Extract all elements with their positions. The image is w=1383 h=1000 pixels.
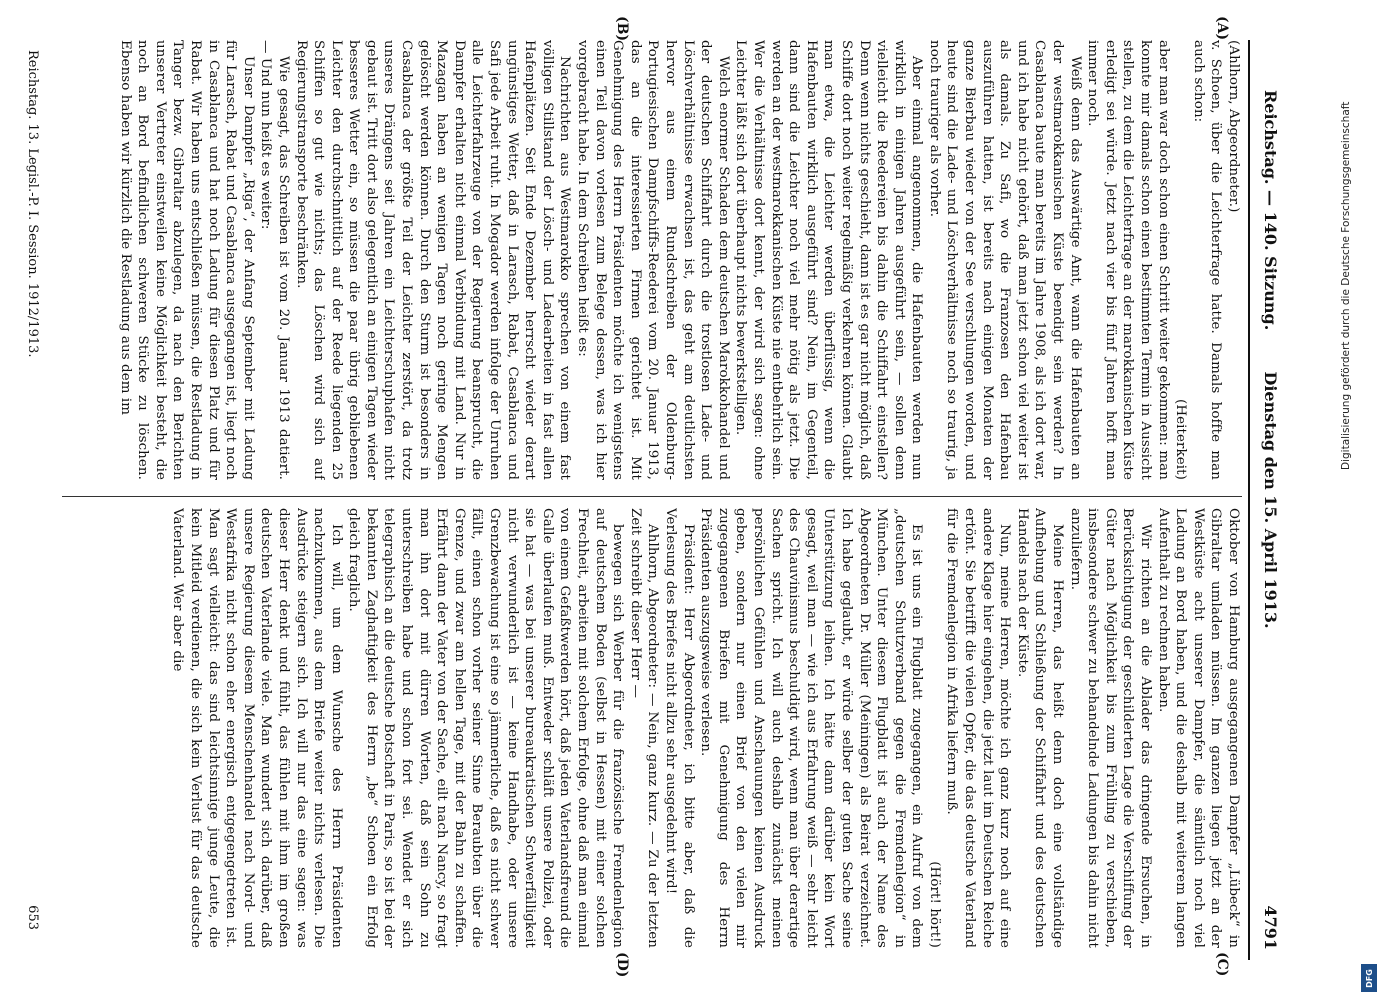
header-left: Reichstag. — 140. Sitzung.	[1261, 90, 1280, 331]
paragraph: Unser Dampfer „Riga“, der Anfang September mit Ladung für Larasch, Rabat und Casablanca ausgegangen ist, liegt noch in Casablanca und hat noch Ladung für diesen Platz und für Rabat. Wir haben uns entschließen müssen, die Restladung in Tanger bezw. Gibraltar abzulegen, da nach den Berichten unserer Vertreter einstweilen keine Möglichkeit besteht, die noch an Bord befindlichen schweren Stücke zu löschen. Ebenso haben wir kürzlich die Restladung aus dem im	[117, 40, 256, 480]
margin-letter-d: (D)	[614, 952, 630, 978]
margin-letter-c: (C)	[1214, 952, 1230, 977]
paragraph: Es ist uns ein Flugblatt zugegangen, ein Aufruf von dem „deutschen Schutzverband gegen die Fremdenlegion“ in München. Unter diesem Flugblatt ist auch der Name des Abgeordneten Dr. Müller (Meiningen) als Beirat verzeichnet. Ich habe geglaubt, er würde selber der guten Sache seine Unterstützung leihen. Ich hätte dann darüber kein Wort gesagt, weil man — wie ich aus Erfahrung weiß — sehr leicht des Chauvinismus beschuldigt wird, wenn man über derartige Sachen spricht. Ich will auch deshalb zunächst meinen persönlichen Gefühlen und Anschauungen keinen Ausdruck geben, sondern nur einen Brief von den vielen mir zugegangenen Briefen mit Genehmigung des Herrn Präsidenten auszugsweise verlesen.	[698, 508, 925, 948]
margin-letter-a: (A)	[1214, 16, 1230, 41]
page-header	[1248, 40, 1290, 960]
column-divider	[62, 496, 1242, 497]
page-footer	[16, 40, 40, 960]
paragraph: Wie gesagt, das Schreiben ist vom 20. Januar 1913 datiert. — Und nun heißt es weiter:	[258, 40, 291, 480]
paragraph: Oktober von Hamburg ausgegangenen Dampfer „Lübeck“ in Gibraltar umladen müssen. Im ganzen liegen jetzt an der Westküste acht unserer Dampfer, die sämtlich noch viel Ladung an Bord haben, und die deshalb mit weiterem langen Aufenthalt zu rechnen haben.	[1155, 508, 1241, 948]
paragraph: Aber einmal angenommen, die Hafenbauten werden nun wirklich in einigen Jahren ausgeführt sein, — sollen denn vielleicht die Reedereien bis dahin die Schiffahrt einstellen? Denn wenn nichts geschieht, dann ist es gar nicht möglich, daß Schiffe dort noch weiter regelmäßig verkehren können. Glaubt man etwa, die Leichter werden überflüssig, wenn die Hafenbauten wirklich ausgeführt sind? Nein, im Gegenteil, dann sind die Leichter noch viel mehr nötig als jetzt. Die werden an der westmarokkanischen Küste nie entbehrlich sein. Wer die Verhältnisse dort kennt, der wird sich sagen: ohne Leichter läßt sich dort überhaupt nichts bewerkstelligen.	[733, 40, 925, 480]
paragraph: bewegen sich Werber für die französische Fremdenlegion auf deutschem Boden (selbst in Hessen) mit einer solchen Frechheit, arbeiten mit solchem Erfolge, ohne daß man einmal von einem Gefaßtwerden hört, daß jeden Vaterlandsfreund die Galle überlaufen muß. Entweder schläft unsere Polizei, oder sie hat — was bei unserer bureaukratischen Schwerfälligkeit nicht verwunderlich ist — keine Handhabe, oder unsere Grenzbewachung ist eine so jämmerliche, daß es nicht schwer fällt, einen schon vorher seiner Sinne Beraubten über die Grenze, und zwar am hellen Tage, mit der Bahn zu schaffen. Erfährt dann der Vater von der Sache, eilt nach Nancy, so fragt man ihn dort mit dürren Worten, daß sein Sohn zu unterschreiben habe und schon fort sei. Wendet er sich telegraphisch an die deutsche Botschaft in Paris, so ist bei der bekannten Zaghaftigkeit des Herrn „be“ Schoen ein Erfolg gleich fraglich.	[346, 508, 626, 948]
paragraph: Nun, meine Herren, möchte ich ganz kurz noch auf eine andere Klage hier eingehen, die jetzt laut im Deutschen Reiche ertönt. Sie betrifft die vielen Opfer, die das deutsche Vaterland für die Fremdenlegion in Afrika liefern muß.	[944, 508, 1013, 948]
paragraph: Ahlhorn, Abgeordneter: — Nein, ganz kurz. — Zu der letzten Zeit schreibt dieser Herr —	[627, 508, 661, 948]
paragraph: Meine Herren, das heißt denn doch eine vollständige Aufhebung und Schließung der Schiffahrt und des deutschen Handels nach der Küste.	[1014, 508, 1066, 948]
digitization-note: Digitalisierung gefördert durch die Deutsche Forschungsgemeinschaft	[1340, 101, 1352, 470]
header-center: Dienstag den 15. April 1913.	[1261, 371, 1280, 629]
footer-page-number: 653	[25, 905, 40, 930]
header-page-number: 4791	[1261, 905, 1280, 950]
paragraph: Welch enormer Schaden dem deutschen Marokkohandel und der deutschen Schiffahrt durch die trostlosen Lade- und Löschverhältnisse erwachsen ist, das geht am deutlichsten hervor aus einem Rundschreiben der Oldenburg-Portugiesischen Dampfschiffs-Reederei vom 20. Januar 1913, das an die interessierten Firmen gerichtet ist. Mit Genehmigung des Herrn Präsidenten möchte ich wenigstens einen Teil davon vorlesen zum Belege dessen, was ich hier vorgebracht habe. In dem Schreiben heißt es:	[575, 40, 731, 480]
paragraph: Weiß denn das Auswärtige Amt, wann die Hafenbauten an der westmarokkanischen Küste beendigt sein werden? In Casablanca baute man bereits im Jahre 1908, als ich dort war, und ich habe nicht gehört, daß man jetzt schon viel weiter ist als damals. Zu Safi, wo die Franzosen den Hafenbau auszuführen hatten, ist bereits nach einigen Monaten der ganze Bierbau wieder von der See verschlungen worden, und heute sind die Lade- und Löschverhältnisse noch so traurig, ja noch trauriger als vorher.	[926, 40, 1083, 480]
paragraph: (Heiterkeit)	[1173, 399, 1189, 480]
paragraph: (Hört! hört!)	[926, 861, 942, 948]
footer-citation: Reichstag. 13. Legisl.-P. I. Session. 1912/1913.	[25, 50, 40, 358]
paragraph: (Ahlhorn, Abgeordneter.)	[1226, 40, 1241, 213]
dfg-logo: DFG	[1361, 964, 1377, 992]
margin-letter-b: (B)	[614, 16, 630, 42]
rotated-document-page	[0, 16, 1290, 978]
paragraph: v. Schoen, über die Leichterfrage hatte. Damals hoffte man auch schon:	[1190, 40, 1224, 480]
paragraph: Präsident: Herr Abgeordneter, ich bitte aber, daß die Verlesung des Briefes nicht allzu sehr ausgedehnt wird!	[663, 508, 696, 948]
paragraph: Wir richten an die Ablader das dringende Ersuchen, in Berücksichtigung der geschilderten Lage die Verschiffung der Güter nach Möglichkeit bis zum Frühling zu verschieben, insbesondere schwer zu behandelnde Ladungen bis dahin nicht anzuliefern.	[1067, 508, 1154, 948]
left-text-column	[52, 40, 1242, 480]
paragraph: aber man war doch schon einen Schritt weiter gekommen: man konnte mir damals schon einen bestimmten Termin in Aussicht stellen, zu dem die Leichterfrage an der marokkanischen Küste erledigt sei würde. Jetzt nach vier bis fünf Jahren hofft man immer noch.	[1085, 40, 1171, 480]
paragraph: Nachrichten aus Westmarokko sprechen von einem fast völligen Stillstand der Lösch- und Ladearbeiten in fast allen Hafenplätzen. Seit Ende Dezember herrscht wieder derart ungünstiges Wetter, daß in Larasch, Rabat, Casablanca und Safi jede Arbeit ruht. In Mogador werden infolge der Unruhen alle Leichterfahrzeuge von der Regierung beansprucht, die Dampfer erhalten nicht einmal Verbindung mit Land. Nur in Mazagan haben an wenigen Tagen noch geringe Mengen gelöscht werden können. Durch den Sturm ist besonders in Casablanca der größte Teil der Leichter zerstört, da trotz unseres Drängens seit Jahren ein Leichterschuphafen nicht gebaut ist. Tritt dort also gelegentlich an einigen Tagen wieder besseres Wetter ein, so müssen die paar übrig gebliebenen Leichter den durchschnittlich auf der Reede liegenden 25 Schiffen so gut wie nichts; das Löschen wird sich auf Regierungstransporte beschränken.	[293, 40, 573, 480]
right-text-column	[52, 508, 1242, 948]
paragraph: Ich will, um dem Wunsche des Herrn Präsidenten nachzukommen, aus dem Briefe weiter nichts verlesen. Die Ausdrücke steigern sich. Ich will nur das eine sagen: was dieser Herr denkt und fühlt, das fühlen mit ihm im großen deutschen Vaterlande viele. Man wundert sich darüber, daß unsere Regierung diesem Menschenhandel nach Nord- und Westafrika nicht schon eher energisch entgegengetreten ist. Man sagt vielleicht: das sind leichtsinnige junge Leute, die kein Mitleid verdienen, die sich kein Verlust für das deutsche Vaterland. Wer aber die	[170, 508, 344, 948]
